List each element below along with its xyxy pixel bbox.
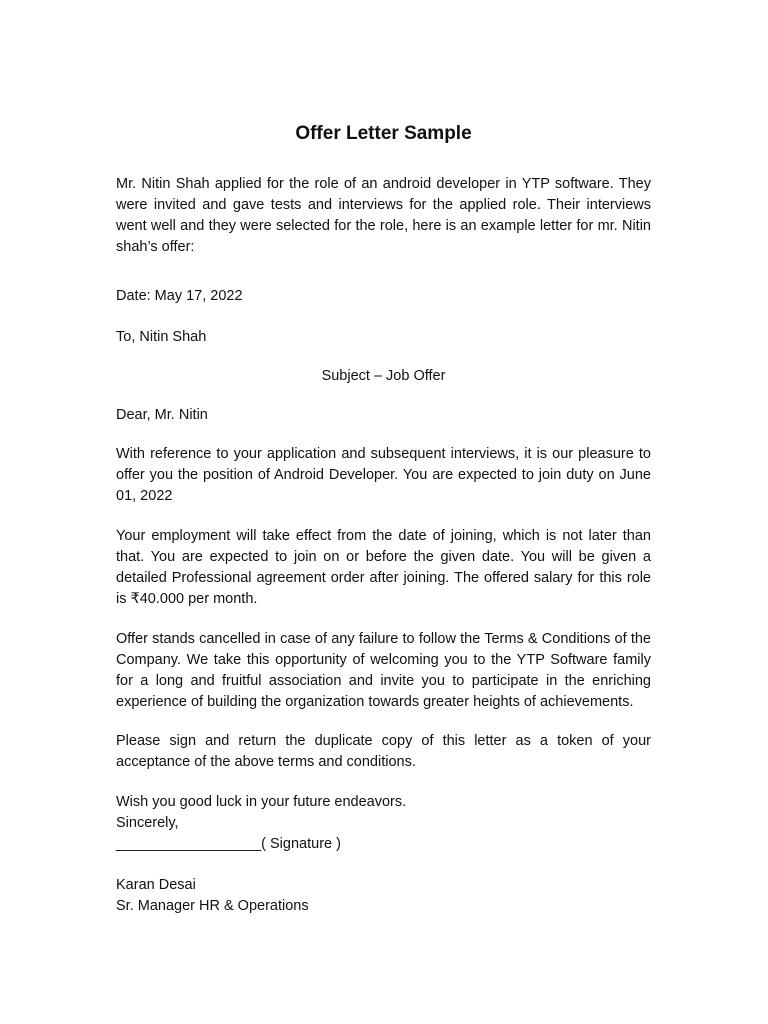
closing-wish: Wish you good luck in your future endeavors. xyxy=(116,794,407,810)
letter-date: Date: May 17, 2022 xyxy=(116,288,243,304)
document-title: Offer Letter Sample xyxy=(295,123,472,144)
signer-title: Sr. Manager HR & Operations xyxy=(116,898,309,914)
body-paragraph-2: Your employment will take effect from the date of joining, which is not later than that. You are expected to join on or before the given date. You will be given a detailed Professional agreement order after joining. The offered salary for this role is ₹40.000 per month. xyxy=(116,528,651,607)
subject-line: Subject – Job Offer xyxy=(321,368,446,384)
body-paragraph-1: With reference to your application and subsequent interviews, it is our pleasure to offer you the position of Android Developer. You are expected to join duty on June 01, 2022 xyxy=(116,446,651,504)
intro-paragraph: Mr. Nitin Shah applied for the role of an android developer in YTP software. They were invited and gave tests and interviews for the applied role. Their interviews went well and they were selected for the role, here is an example letter for mr. Nitin shah’s offer: xyxy=(116,176,651,255)
signature-line: __________________( Signature ) xyxy=(116,836,341,852)
salutation: Dear, Mr. Nitin xyxy=(116,407,208,423)
signer-name: Karan Desai xyxy=(116,877,196,893)
body-paragraph-4: Please sign and return the duplicate copy of this letter as a token of your acceptance of the above terms and conditions. xyxy=(116,733,651,770)
closing: Sincerely, xyxy=(116,815,179,831)
body-paragraph-3: Offer stands cancelled in case of any failure to follow the Terms & Conditions of the Company. We take this opportunity of welcoming you to the YTP Software family for a long and fruitful association and invite you to participate in the enriching experience of building the organization towards greater heights of achievements. xyxy=(116,631,651,710)
recipient-line: To, Nitin Shah xyxy=(116,329,207,345)
letter-body xyxy=(116,120,651,917)
